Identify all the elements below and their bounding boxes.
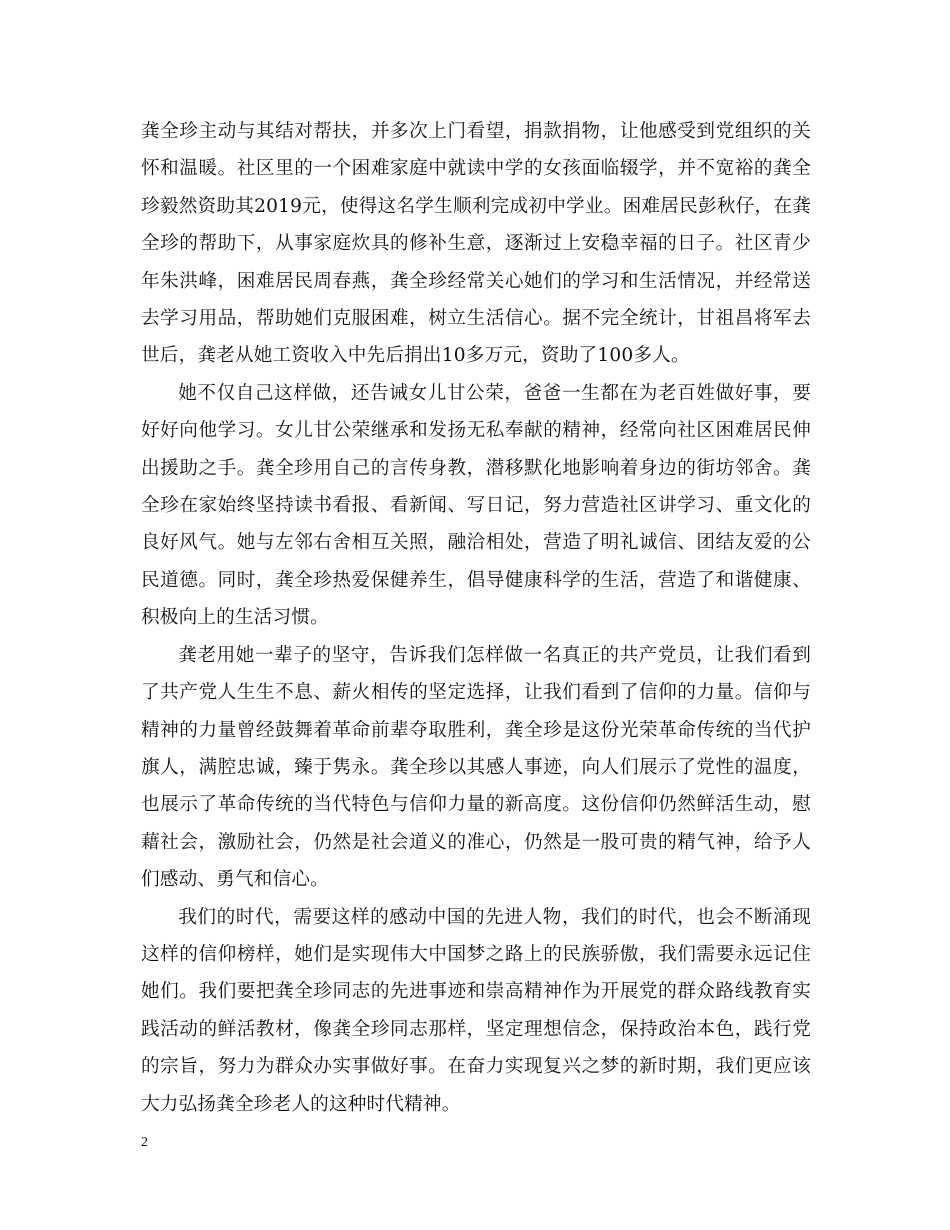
paragraph-4: 我们的时代，需要这样的感动中国的先进人物，我们的时代，也会不断涌现这样的信仰榜样，她们是实现伟大中国梦之路上的民族骄傲，我们需要永远记住她们。我们要把龚全珍同志的先进事迹和崇高精神作为开展党的群众路线教育实践活动的鲜活教材，像龚全珍同志那样，坚定理想信念，保持政治本色，践行党的宗旨，努力为群众办实事做好事。在奋力实现复兴之梦的新时期，我们更应该大力弘扬龚全珍老人的这种时代精神。 — [141, 906, 811, 1115]
page-number: 2 — [141, 1135, 148, 1150]
document-body — [141, 113, 811, 1123]
paragraph-1: 龚全珍主动与其结对帮扶，并多次上门看望，捐款捐物，让他感受到党组织的关怀和温暖。社区里的一个困难家庭中就读中学的女孩面临辍学，并不宽裕的龚全珍毅然资助其2019元，使得这名学生顺利完成初中学业。困难居民彭秋仔，在龚全珍的帮助下，从事家庭炊具的修补生意，逐渐过上安稳幸福的日子。社区青少年朱洪峰，困难居民周春燕，龚全珍经常关心她们的学习和生活情况，并经常送去学习用品，帮助她们克服困难，树立生活信心。据不完全统计，甘祖昌将军去世后，龚老从她工资收入中先后捐出10多万元，资助了100多人。 — [141, 121, 811, 367]
paragraph-2: 她不仅自己这样做，还告诫女儿甘公荣，爸爸一生都在为老百姓做好事，要好好向他学习。女儿甘公荣继承和发扬无私奉献的精神，经常向社区困难居民伸出援助之手。龚全珍用自己的言传身教，潜移默化地影响着身边的街坊邻舍。龚全珍在家始终坚持读书看报、看新闻、写日记，努力营造社区讲学习、重文化的良好风气。她与左邻右舍相互关照，融洽相处，营造了明礼诚信、团结友爱的公民道德。同时，龚全珍热爱保健养生，倡导健康科学的生活，营造了和谐健康、积极向上的生活习惯。 — [141, 382, 811, 629]
paragraph-3: 龚老用她一辈子的坚守，告诉我们怎样做一名真正的共产党员，让我们看到了共产党人生生不息、薪火相传的坚定选择，让我们看到了信仰的力量。信仰与精神的力量曾经鼓舞着革命前辈夺取胜利，龚全珍是这份光荣革命传统的当代护旗人，满腔忠诚，臻于隽永。龚全珍以其感人事迹，向人们展示了党性的温度，也展示了革命传统的当代特色与信仰力量的新高度。这份信仰仍然鲜活生动，慰藉社会，激励社会，仍然是社会道义的准心，仍然是一股可贵的精气神，给予人们感动、勇气和信心。 — [141, 644, 811, 891]
